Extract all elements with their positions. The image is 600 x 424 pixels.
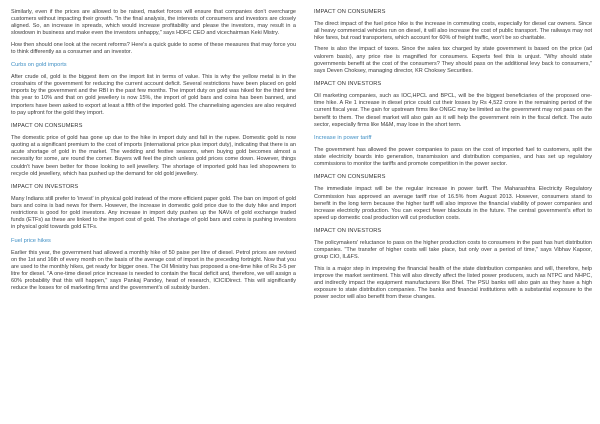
article-paragraph: Oil marketing companies, such as IOC,HPCL and BPCL, will be the biggest beneficiaries of the proposed one-time hike. A Re 1 increase in diesel price could cut their losses by Rs 4,522 crore in the remaining period of the current fiscal year. The gain for upstream firms like ONGC may be limited as the government may not pass on the benefit to them. The diesel market will also gain as it will help the government rein in the fiscal deficit. The auto sector, especially firms like M&M, may lose in the short term. — [314, 93, 592, 128]
subheading-impact-on-investors: IMPACT ON INVESTORS — [11, 183, 79, 190]
article-paragraph: Earlier this year, the government had allowed a monthly hike of 50 paise per litre of diesel. Petrol prices are revised on the 1st and 16th of every month on the basis of the average cost of import in the preceding fortnight. Now that you are used to the monthly hikes, get ready for bigger ones. The Oil Ministry has proposed a one-time hike of Rs 3-5 per litre for diesel. "A one-time diesel price increase is needed to contain the fiscal deficit and, therefore, we will assign a 60% probability that this will happen," says Pankaj Pandey, head of research, ICICIDirect. This will significantly reduce the losses for oil marketing firms and the government's oil subsidy burden. — [11, 249, 296, 292]
article-paragraph: There is also the impact of taxes. Since the sales tax charged by state government is based on the price (ad valorem basis), any price rise is magnified for consumers. Experts feel this is unjust. "Why should state governments benefit at the cost of the consumers? They should pass on the additional levy back to consumers," says Deven Choksey, managing director, KR Choksey Securities. — [314, 46, 592, 74]
article-paragraph: The policymakers' reluctance to pass on the higher production costs to consumers in the past has hurt distribution companies. "The transfer of higher costs will take place, but only over a period of time," says Vibhav Kapoor, group CIO, IL&FS. — [314, 240, 592, 261]
left-column — [11, 9, 296, 297]
section-heading-increase-in-power-tariff: Increase in power tariff — [314, 134, 372, 141]
article-paragraph: The domestic price of gold has gone up due to the hike in import duty and fall in the rupee. Domestic gold is now quoting at a significant premium to the cost of imports (international price plus import duty), indicating that there is an acute shortage of gold in the market. The wedding and festive seasons, when buying gold becomes almost a necessity for some, are round the corner. Buyers will feel the pinch unless gold prices come down. However, things couldn't have been better for those looking to sell jewellery. The shortage of imported gold has led shopowners to recycle old jewellery, which has pushed up the demand for old gold jewellery. — [11, 134, 296, 177]
subheading-impact-on-investors: IMPACT ON INVESTORS — [314, 81, 382, 88]
article-paragraph: How then should one look at the recent reforms? Here's a quick guide to some of these measures that may force you to think differently as a consumer and an investor. — [11, 41, 296, 55]
subheading-impact-on-investors: IMPACT ON INVESTORS — [314, 228, 382, 235]
subheading-impact-on-consumers: IMPACT ON CONSUMERS — [314, 174, 386, 181]
article-paragraph: The government has allowed the power companies to pass on the cost of imported fuel to customers, split the state electricity boards into generation, transmission and distribution companies, and has set up regulatory commissions to monitor the tariffs and promote competition in the power sector. — [314, 146, 592, 168]
article-paragraph: The immediate impact will be the regular increase in power tariff. The Maharashtra Electricity Regulatory Commission has approved an average tariff rise of 16.5% from August 2013. However, consumers stand to benefit in the long term because the higher tariff will also improve the financial viability of power companies and increase electricity production. You can expect fewer blackouts in the future. The central government's effort to speed up domestic coal production will cut production costs. — [314, 186, 592, 221]
article-paragraph: Similarly, even if the prices are allowed to be raised, market forces will ensure that companies don't overcharge customers without impacting their growth. "In the final analysis, the interests of consumers and investors are closely aligned. So, an increase in spreads, which would increase profitability and please the investors, may result in a slowdown in business and make even the investors unhappy," says HDFC CEO and vicechairman Keki Mistry. — [11, 9, 296, 37]
subheading-impact-on-consumers: IMPACT ON CONSUMERS — [11, 122, 83, 129]
section-heading-fuel-price-hikes: Fuel price hikes — [11, 237, 51, 244]
right-column — [314, 9, 592, 305]
article-paragraph: Many Indians still prefer to 'invest' in physical gold instead of the more efficient paper gold. The ban on import of gold bars and coins is bad news for them. However, the increase in domestic gold price due to the duty hike and import restrictions is good for gold investors. Any increase in import duty pushes up the NAVs of gold exchange traded funds (ETFs) as these are linked to the import cost of gold. The shortage of gold bars and coins is pushing investors in physical gold towards gold ETFs. — [11, 195, 296, 231]
article-paragraph: The direct impact of the fuel price hike is the increase in commuting costs, especially for diesel car owners. Since all heavy commercial vehicles run on diesel, it will also increase the cost of public transport. The railways may not hike fares, but road transporters, which account for 60% of freight traffic, won't be so charitable. — [314, 21, 592, 42]
article-paragraph: After crude oil, gold is the biggest item on the import list in terms of value. This is why the yellow metal is in the crosshairs of the government for reducing the current account deficit. Several restrictions have been placed on gold imports by the government and the RBI in the past few months. The import duty on gold was hiked for the third time this year to 10% and that on gold jewellery is now 15%, the import of gold bars and coins has been banned, and importers have been asked to export at least a fifth of the imported gold. The channelising agencies are also required to pay upfront for the gold they import. — [11, 73, 296, 116]
article-paragraph: This is a major step in improving the financial health of the state distribution companies and will, therefore, help improve the market sentiment. This will also directly affect the listed power producers, such as NTPC and NHPC, and indirectly impact the equipment manufacturers like Bhel. The PSU banks will also gain as they have a high exposure to state distribution companies. The banks and financial institutions with a substantial exposure to the power sector will also benefit from these changes. — [314, 265, 592, 301]
subheading-impact-on-consumers: IMPACT ON CONSUMERS — [314, 9, 386, 15]
section-heading-curbs-on-gold-imports: Curbs on gold imports — [11, 61, 67, 68]
